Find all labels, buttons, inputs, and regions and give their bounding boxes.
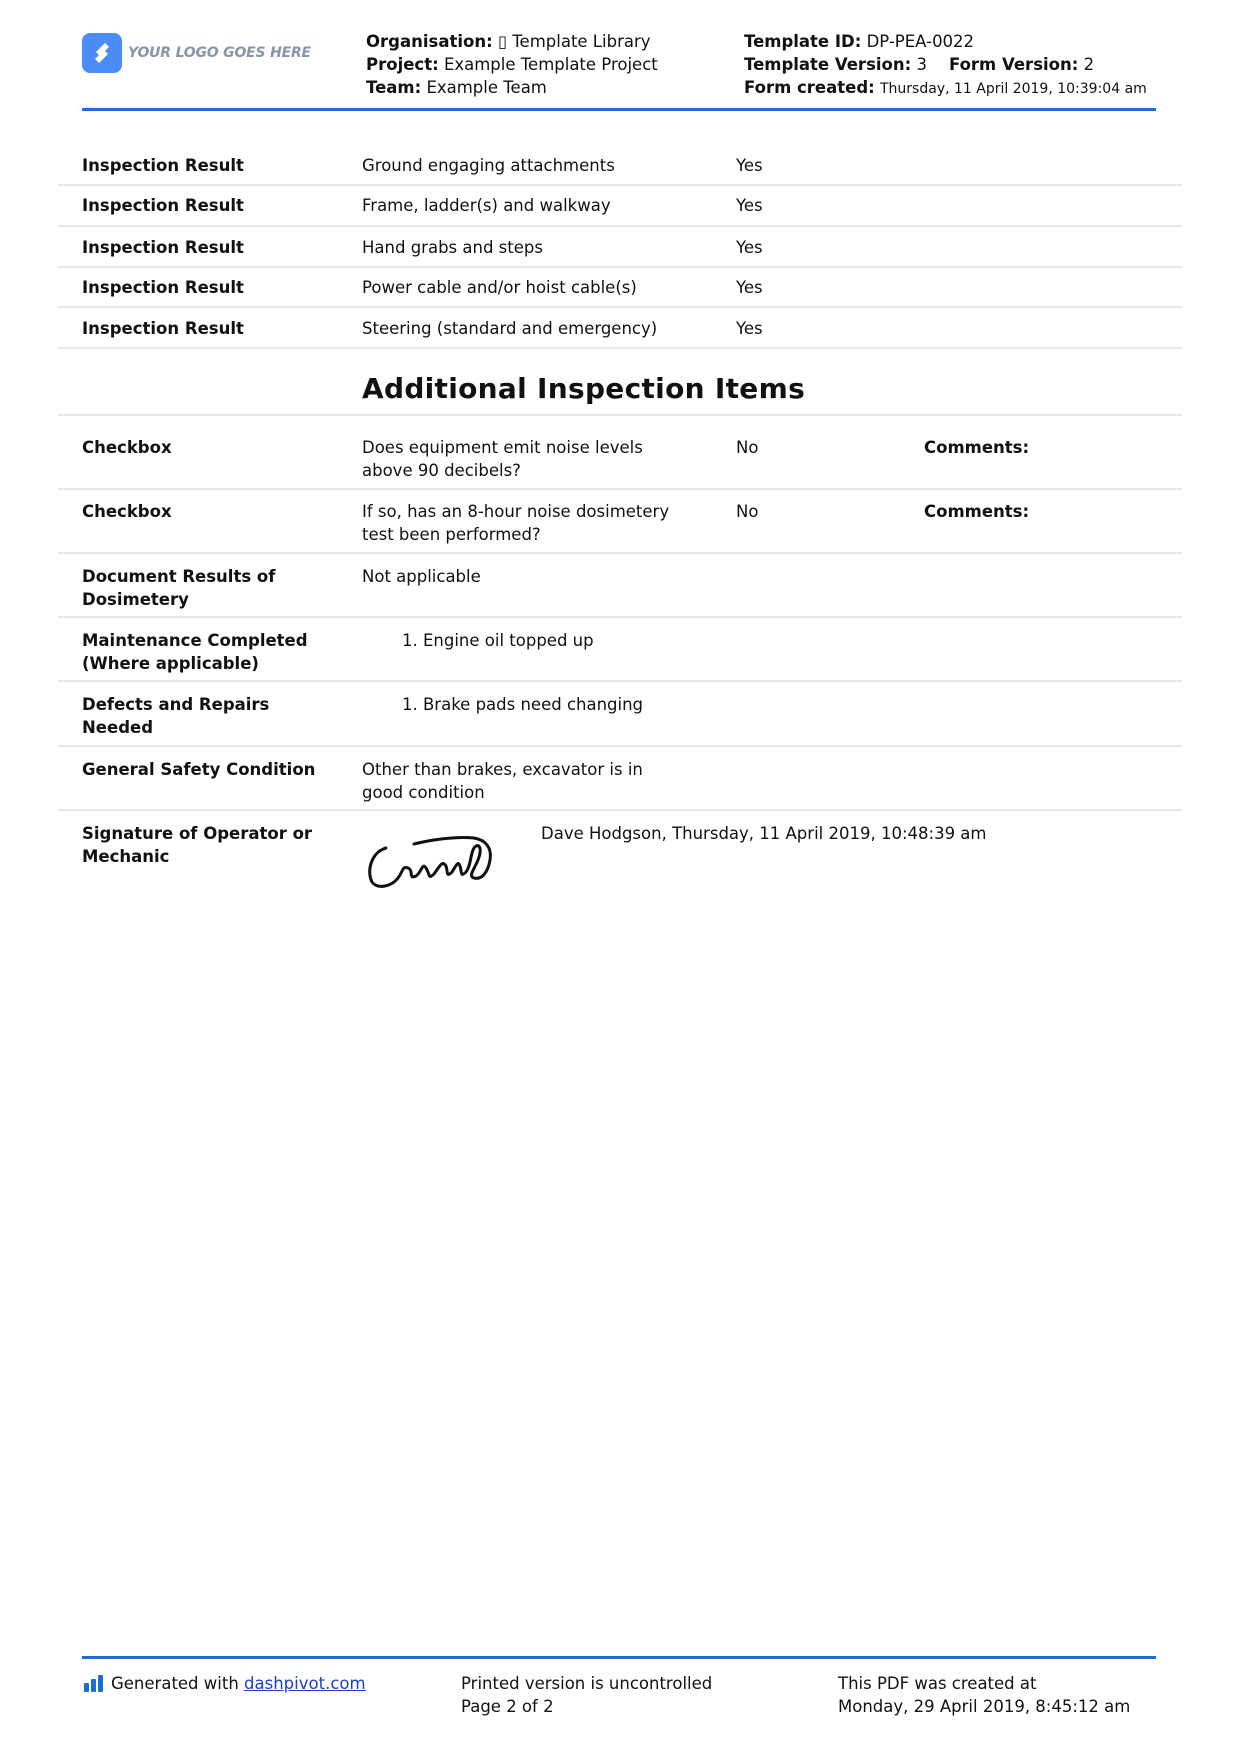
signature-image [364, 830, 498, 898]
created-note: This PDF was created at [838, 1674, 1037, 1693]
footer-created-info [838, 1672, 1130, 1718]
comments-label: Comments: [924, 438, 1030, 457]
inspection-row [58, 154, 1182, 186]
footer-divider [82, 1656, 1156, 1659]
dashpivot-icon [84, 1675, 103, 1692]
project-value: Example Template Project [443, 55, 658, 74]
row-value: Yes [736, 238, 763, 257]
inspection-row [58, 194, 1182, 227]
row-label: General Safety Condition [82, 760, 316, 779]
row-value: No [736, 502, 759, 521]
row-item: Steering (standard and emergency) [362, 319, 658, 338]
team-value: Example Team [426, 78, 547, 97]
row-label: Inspection Result [82, 156, 244, 175]
row-value: Not applicable [362, 567, 481, 586]
dosimetery-row [58, 565, 1182, 618]
footer-generated [84, 1672, 366, 1695]
header-divider [82, 108, 1156, 111]
template-version-label: Template Version: [744, 55, 912, 74]
row-label: Checkbox [82, 502, 172, 521]
uncontrolled-note: Printed version is uncontrolled [461, 1674, 713, 1693]
page-number: Page 2 of 2 [461, 1697, 554, 1716]
logo-text: YOUR LOGO GOES HERE [128, 45, 311, 61]
maintenance-row [58, 629, 1182, 682]
project-label: Project: [366, 55, 439, 74]
signature-row [58, 822, 1182, 892]
row-label: Inspection Result [82, 278, 244, 297]
row-item: Power cable and/or hoist cable(s) [362, 278, 637, 297]
row-value: Yes [736, 319, 763, 338]
row-item: Hand grabs and steps [362, 238, 543, 257]
safety-row [58, 758, 1182, 811]
template-id-value: DP-PEA-0022 [866, 32, 975, 51]
comments-label: Comments: [924, 502, 1030, 521]
row-label: Checkbox [82, 438, 172, 457]
row-item: Ground engaging attachments [362, 156, 615, 175]
footer-print-info [461, 1672, 712, 1718]
row-label: Defects and Repairs Needed [82, 695, 270, 737]
list-item: 1. Engine oil topped up [402, 631, 594, 650]
created-date: Monday, 29 April 2019, 8:45:12 am [838, 1697, 1131, 1716]
form-version-value: 2 [1083, 55, 1095, 74]
row-label: Document Results of Dosimetery [82, 567, 276, 609]
row-value: Yes [736, 196, 763, 215]
row-label: Maintenance Completed (Where applicable) [82, 631, 308, 673]
header-organisation-block [366, 30, 658, 99]
defects-row [58, 693, 1182, 747]
template-version-value: 3 [916, 55, 927, 74]
form-created-value: Thursday, 11 April 2019, 10:39:04 am [880, 81, 1147, 97]
signed-by-text: Dave Hodgson, Thursday, 11 April 2019, 10:48:39 am [541, 824, 987, 843]
company-logo [82, 33, 311, 73]
section-title: Additional Inspection Items [362, 372, 806, 405]
form-created-label: Form created: [744, 78, 875, 97]
row-label: Inspection Result [82, 238, 244, 257]
checkbox-row [58, 436, 1182, 490]
inspection-row [58, 276, 1182, 308]
checkbox-row [58, 500, 1182, 554]
template-id-label: Template ID: [744, 32, 862, 51]
team-label: Team: [366, 78, 422, 97]
inspection-row [58, 236, 1182, 268]
form-version-label: Form Version: [948, 55, 1079, 74]
row-label: Inspection Result [82, 319, 244, 338]
list-item: 1. Brake pads need changing [402, 695, 644, 714]
row-value: Other than brakes, excavator is in good condition [362, 760, 643, 802]
row-label: Signature of Operator or Mechanic [82, 824, 313, 866]
section-divider [58, 414, 1182, 416]
row-question: If so, has an 8-hour noise dosimetery test been performed? [362, 502, 670, 544]
row-value: Yes [736, 156, 763, 175]
organisation-label: Organisation: [366, 32, 493, 51]
row-item: Frame, ladder(s) and walkway [362, 196, 611, 215]
logo-icon [82, 33, 122, 73]
inspection-row [58, 317, 1182, 349]
dashpivot-link[interactable]: dashpivot.com [244, 1674, 366, 1693]
row-label: Inspection Result [82, 196, 244, 215]
organisation-value: ▯ Template Library [497, 32, 651, 51]
header-template-block [744, 30, 1147, 101]
row-value: No [736, 438, 759, 457]
row-question: Does equipment emit noise levels above 90 decibels? [362, 438, 643, 480]
generated-text: Generated with [111, 1674, 239, 1693]
row-value: Yes [736, 278, 763, 297]
